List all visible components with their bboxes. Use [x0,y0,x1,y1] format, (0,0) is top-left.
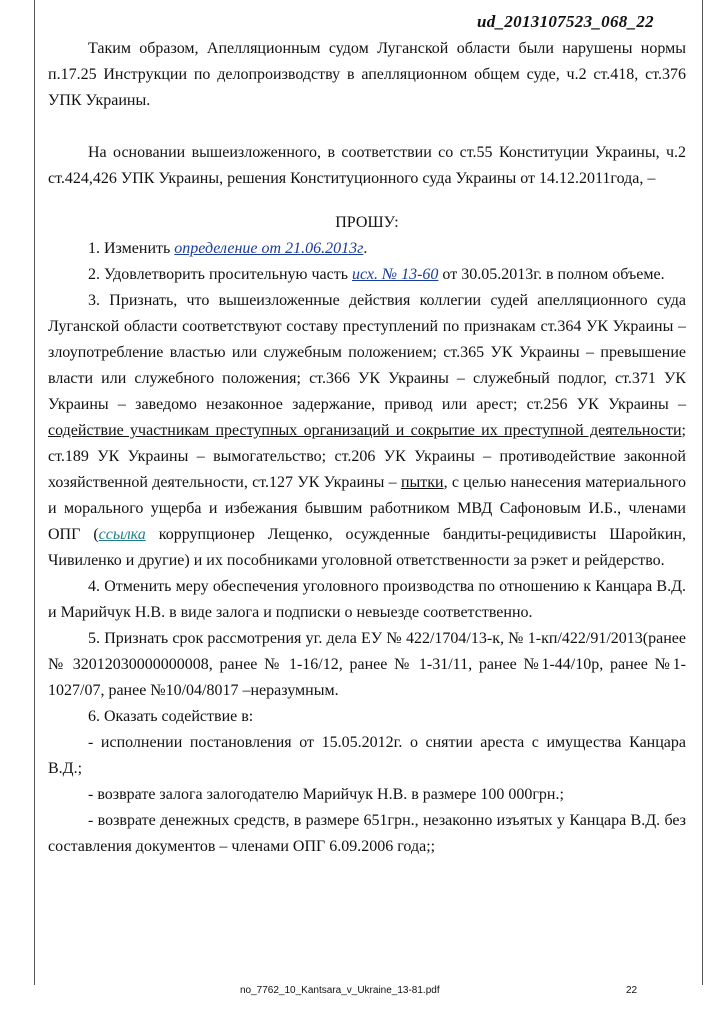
document-id-header: ud_2013107523_068_22 [477,12,654,31]
outgoing-ref-link[interactable]: исх. № 13-60 [352,266,439,283]
ruling-link[interactable]: определение от 21.06.2013г [174,240,364,257]
request-item-3: 3. Признать, что вышеизложенные действия коллегии судей апелляционного суда Луганской области соответствуют составу преступлений по признакам ст.364 УК Украины – злоупотребление властью или служебным положением; ст.365 УК Украины – превышение власти или служебного положения; ст.366 УК Украины – служебный подлог, ст.371 УК Украины – заведомо незаконное задержание, привод или арест; ст.256 УК Украины – содействие участникам преступных организаций и сокрытие их преступной деятельности; ст.189 УК Украины – вымогательство; ст.206 УК Украины – противодействие законной хозяйственной деятельности, ст.127 УК Украины – пытки, с целью нанесения материального и морального ущерба и избежания бывшим работником МВД Сафоновым И.Б., членами ОПГ (ссылка коррупционер Лещенко, осужденные бандиты-рецидивисты Шаройкин, Чивиленко и другие) и их пособниками уголовной ответственности за рэкет и рейдерство. [48,292,686,569]
request-item-5: 5. Признать срок рассмотрения уг. дела ЕУ № 422/1704/13-к, № 1-кп/422/91/2013(ранее № 32012030000000008, ранее № 1-16/12, ранее № 1-31/11, ранее №1-44/10р, ранее №1-1027/07, ранее №10/04/8017 –неразумным. [48,630,686,699]
reference-link[interactable]: ссылка [98,526,146,543]
paragraph-basis: На основании вышеизложенного, в соответствии со ст.55 Конституции Украины, ч.2 ст.424,426 УПК Украины, решения Конституционного суда Украины от 14.12.2011года, – [48,144,686,187]
request-heading: ПРОШУ: [335,214,399,231]
request-item-6: 6. Оказать содействие в: [88,708,254,725]
page-border-left [34,0,35,985]
request-item-6a: - исполнении постановления от 15.05.2012г. о снятии ареста с имущества Канцара В.Д.; [48,734,686,777]
footer-filename: no_7762_10_Kantsara_v_Ukraine_13-81.pdf [240,985,440,996]
request-item-6b: - возврате залога залогодателю Марийчук Н.В. в размере 100 000грн.; [88,786,564,803]
underlined-phrase: пытки [400,474,444,491]
document-body [48,36,686,860]
paragraph-violations: Таким образом, Апелляционным судом Луганской области были нарушены нормы п.17.25 Инструкции по делопроизводству в апелляционном общем суде, ч.2 ст.418, ст.376 УПК Украины. [48,40,686,109]
page-border-right [702,0,703,985]
request-item-6c: - возврате денежных средств, в размере 651грн., незаконно изъятых у Канцара В.Д. без составления документов – членами ОПГ 6.09.2006 года;; [48,812,686,855]
underlined-phrase: содействие участникам преступных организаций и сокрытие их преступной деятельности [48,422,682,439]
request-item-2: 2. Удовлетворить просительную часть исх. № 13-60 от 30.05.2013г. в полном объеме. [88,266,665,283]
request-item-1: 1. Изменить определение от 21.06.2013г. [88,240,368,257]
request-item-4: 4. Отменить меру обеспечения уголовного производства по отношению к Канцара В.Д. и Марийчук Н.В. в виде залога и подписки о невыезде соответственно. [48,578,686,621]
footer-page-number: 22 [626,985,638,996]
